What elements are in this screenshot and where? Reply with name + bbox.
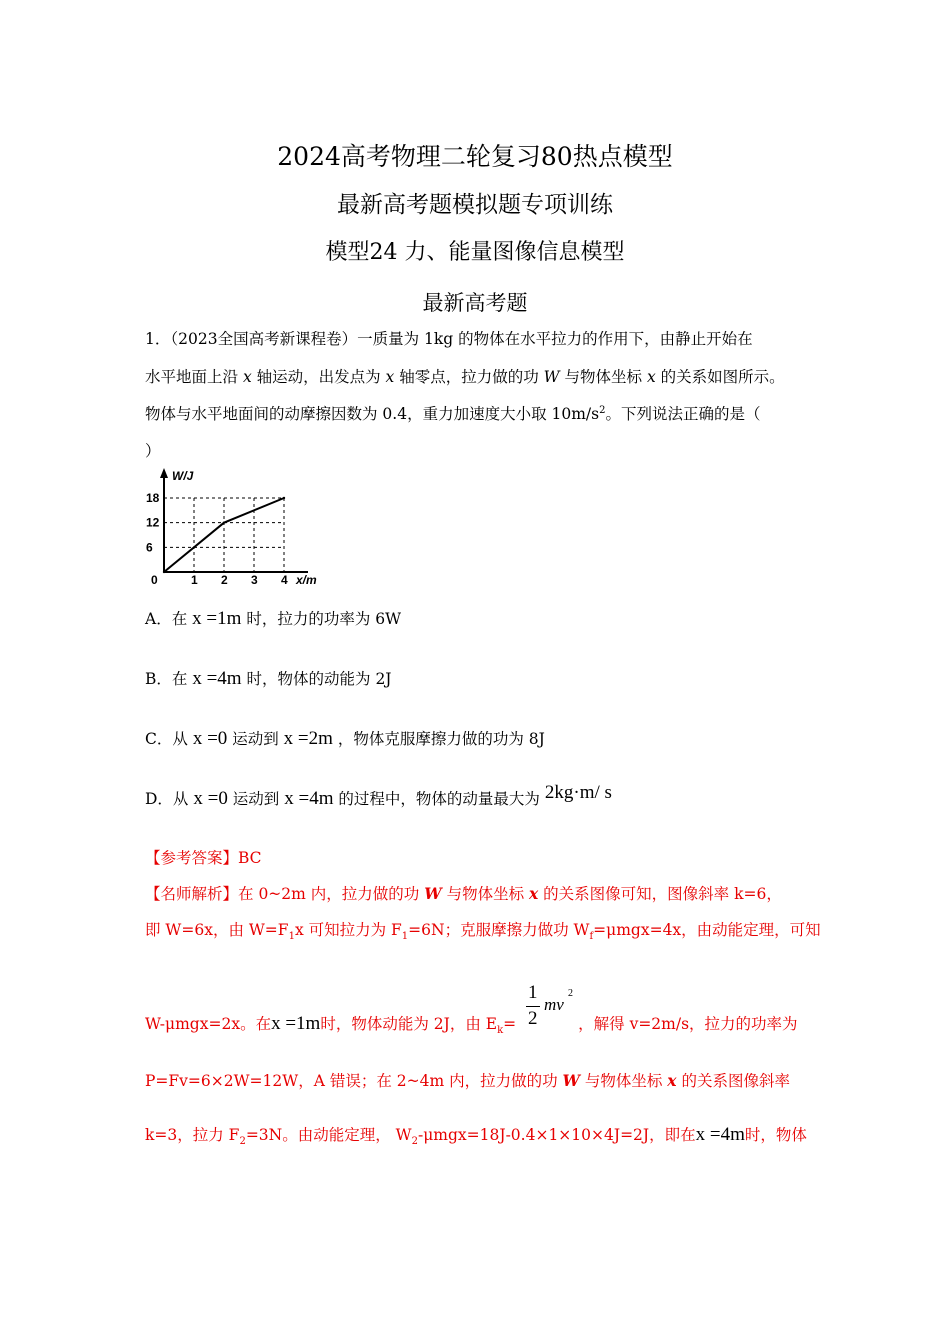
text: x 可知拉力为 F xyxy=(294,921,402,939)
x-tick-label: 1 xyxy=(191,573,198,587)
option-a-text: 时，拉力的功率为 6W xyxy=(246,610,402,628)
var-w: W xyxy=(562,1071,580,1090)
analysis-line-3 xyxy=(145,1012,798,1036)
option-d-math-3: 2kg·m/ s xyxy=(544,782,612,803)
option-c-label: C．从 xyxy=(145,730,188,748)
text: -μmgx=18J-0.4×1×10×4J=2J，即在 xyxy=(417,1126,696,1144)
text: =μmgx=4x，由动能定理，可知 xyxy=(593,921,821,939)
subscript: 1 xyxy=(288,931,295,943)
option-d-text: 的过程中，物体的动量最大为 xyxy=(338,790,540,808)
text: = xyxy=(503,1015,517,1033)
var-x: x xyxy=(529,884,539,903)
analysis-line-1 xyxy=(145,882,782,904)
question-source: （2023全国高考新课程卷） xyxy=(170,330,358,348)
option-a-label: A．在 xyxy=(145,610,188,628)
subscript: 2 xyxy=(239,1136,246,1148)
question-text: 一质量为 1kg 的物体在水平拉力的作用下，由静止开始在 xyxy=(357,330,753,348)
data-point xyxy=(163,571,165,573)
text: 轴零点，拉力做的功 xyxy=(394,368,544,386)
text: k=3，拉力 F xyxy=(145,1126,240,1144)
doc-title: 2024高考物理二轮复习80热点模型 xyxy=(277,142,673,171)
x-axis-label: x/m xyxy=(296,573,317,587)
fraction-numerator: 1 xyxy=(528,982,538,1003)
subscript: k xyxy=(497,1025,504,1037)
option-a[interactable] xyxy=(145,607,401,630)
var-x: x xyxy=(646,368,656,386)
question-line-3 xyxy=(145,402,761,424)
option-b-label: B．在 xyxy=(145,670,188,688)
option-c-math-1: x =0 xyxy=(192,728,228,749)
y-tick-label: 6 xyxy=(146,540,153,555)
text: 。下列说法正确的是（ xyxy=(605,405,761,423)
option-b-text: 时，物体的动能为 2J xyxy=(246,670,392,688)
option-d-math-1: x =0 xyxy=(193,788,228,809)
origin-label: 0 xyxy=(151,573,158,587)
superscript: 2 xyxy=(599,404,606,416)
fraction-denominator: 2 xyxy=(528,1008,538,1029)
subscript: 2 xyxy=(411,1136,418,1148)
text: 物体与水平地面间的动摩擦因数为 0.4，重力加速度大小取 10m/s xyxy=(145,405,600,423)
text: 水平地面上沿 xyxy=(145,368,243,386)
option-c-math-2: x =2m xyxy=(283,728,333,749)
question-line-4: ） xyxy=(145,442,161,460)
option-b[interactable] xyxy=(145,667,392,690)
text: 时，物体 xyxy=(744,1126,807,1144)
y-axis-arrow xyxy=(160,468,168,478)
text: W-μmgx=2x。在 xyxy=(145,1015,272,1033)
text: 轴运动，出发点为 xyxy=(251,368,386,386)
text: ，解得 v=2m/s，拉力的功率为 xyxy=(578,1015,798,1033)
option-d-mid: 运动到 xyxy=(232,790,280,808)
var-x: x xyxy=(667,1071,677,1090)
text: 与物体坐标 xyxy=(559,368,647,386)
subscript: 1 xyxy=(401,931,409,943)
answer: 【参考答案】BC xyxy=(145,849,262,867)
option-c-text: ，物体克服摩擦力做的功为 8J xyxy=(337,730,545,748)
option-a-math: x =1m xyxy=(192,608,242,629)
text: =3N。由动能定理， W xyxy=(245,1126,412,1144)
x-tick-label: 4 xyxy=(281,573,288,587)
fraction-bar xyxy=(526,1006,540,1007)
data-point xyxy=(283,497,285,499)
work-position-chart xyxy=(140,466,340,591)
math-inline: x =4m xyxy=(695,1124,745,1145)
analysis-line-5 xyxy=(145,1123,807,1147)
option-d[interactable] xyxy=(145,782,612,810)
text: 的关系图像斜率 xyxy=(676,1072,790,1090)
section-heading: 最新高考题 xyxy=(422,291,528,315)
var-w: W xyxy=(543,368,560,386)
var-x: x xyxy=(242,368,252,386)
text: P=Fv=6×2W=12W，A 错误；在 2~4m 内，拉力做的功 xyxy=(145,1072,563,1090)
question-number: 1． xyxy=(145,330,171,348)
text: 在 0~2m 内，拉力做的功 xyxy=(238,885,425,903)
text: 时，物体动能为 2J，由 E xyxy=(320,1015,498,1033)
question-line-2 xyxy=(145,365,785,387)
option-d-label: D．从 xyxy=(145,790,189,808)
analysis-line-2 xyxy=(145,918,821,942)
data-point xyxy=(223,521,225,523)
option-c[interactable] xyxy=(145,727,545,750)
text: 即 W=6x，由 W=F xyxy=(145,921,289,939)
var-x: x xyxy=(385,368,395,386)
y-axis-label: W/J xyxy=(172,469,194,483)
option-d-math-2: x =4m xyxy=(284,788,334,809)
x-tick-label: 3 xyxy=(251,573,258,587)
text: 与物体坐标 xyxy=(441,885,529,903)
option-c-mid: 运动到 xyxy=(232,730,279,748)
analysis-label: 【名师解析】 xyxy=(145,885,239,903)
fraction-expression: mv xyxy=(544,995,564,1014)
text: =6N；克服摩擦力做功 W xyxy=(408,921,590,939)
text: 的关系如图所示。 xyxy=(655,368,785,386)
fraction-superscript: 2 xyxy=(568,988,573,999)
text: 的关系图像可知，图像斜率 k=6， xyxy=(538,885,782,903)
option-b-math: x =4m xyxy=(192,668,242,689)
doc-subtitle: 最新高考题模拟题专项训练 xyxy=(337,192,613,218)
text: 与物体坐标 xyxy=(579,1072,668,1090)
y-tick-label: 12 xyxy=(146,515,160,530)
question-line-1 xyxy=(145,327,753,349)
analysis-line-4 xyxy=(145,1069,790,1091)
model-title: 模型24 力、能量图像信息模型 xyxy=(325,240,625,265)
math-inline: x =1m xyxy=(271,1013,321,1034)
y-tick-label: 18 xyxy=(146,491,160,505)
var-w: W xyxy=(424,884,442,903)
subscript: f xyxy=(589,931,594,943)
x-tick-label: 2 xyxy=(221,573,228,587)
